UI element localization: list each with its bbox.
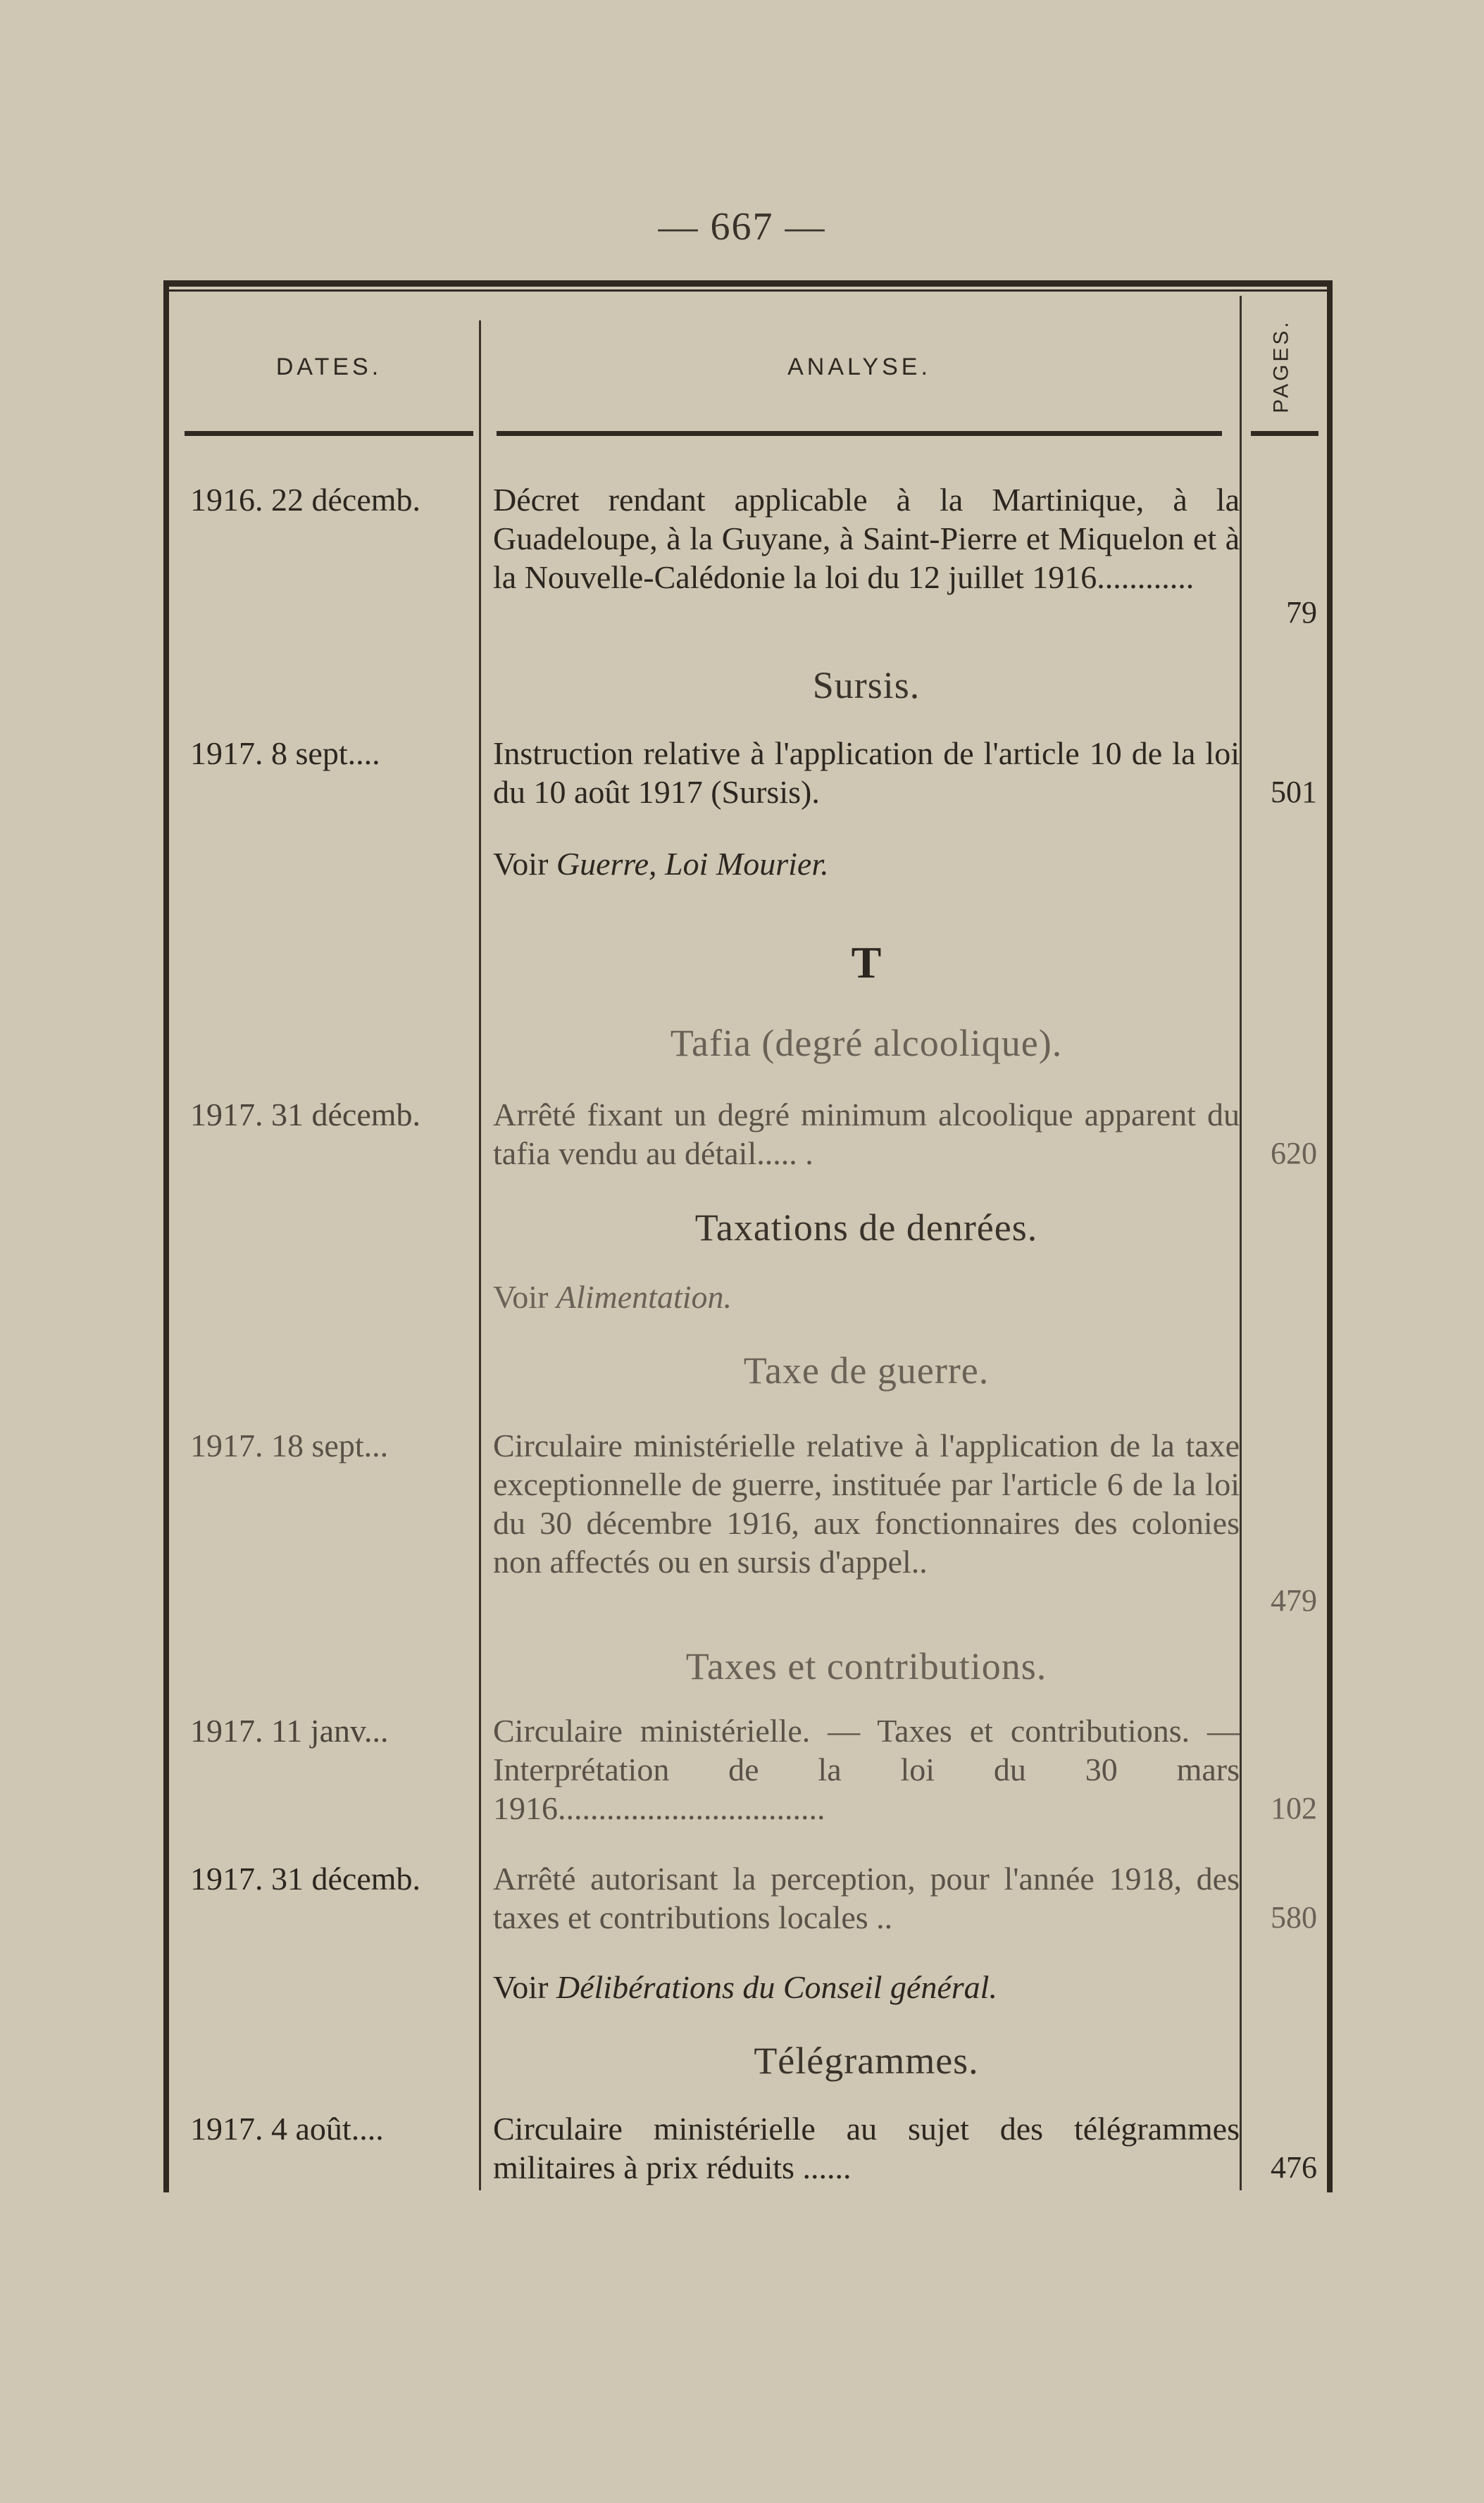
entry-analyse: Arrêté autorisant la perception, pour l'année 1918, des taxes et contributions locales .. [493,1861,1240,1935]
see-also [493,1278,1240,1316]
entry-analyse: Décret rendant applicable à la Martinique, à la Guadeloupe, à la Guyane, à Saint-Pierre et Miquelon et à la Nouvelle-Calédonie la loi du 12 juillet 1916............ [493,482,1240,595]
header-pages-label: PAGES. [1270,319,1294,413]
see-also-label: Voir [493,1969,549,2005]
section-heading: Taxations de denrées. [694,1206,1038,1249]
see-also-label: Voir [493,846,549,882]
entry-page: 580 [1271,1900,1317,1935]
header-dates: DATES. [275,354,382,380]
entry-analyse: Circulaire ministérielle au sujet des télégrammes militaires à prix réduits ...... [493,2111,1240,2185]
header-rule-dates [185,431,473,436]
entry-date: 1917. 31 décemb. [190,1097,421,1132]
section-heading: Télégrammes. [754,2040,979,2082]
see-also-ref: Alimentation. [556,1279,732,1315]
letter-heading: T [851,937,882,987]
section-heading: Tafia (degré alcoolique). [670,1022,1063,1064]
see-also-ref: Délibérations du Conseil général. [556,1969,997,2005]
section-heading: Taxes et contributions. [685,1645,1047,1687]
header-rule-analyse [497,431,1222,436]
entry-page: 479 [1271,1583,1317,1618]
entry-analyse: Arrêté fixant un degré minimum alcoolique apparent du tafia vendu au détail..... . [493,1097,1240,1171]
see-also-label: Voir [493,1279,549,1315]
entry-date: 1917. 31 décemb. [190,1861,421,1897]
entry-date: 1917. 8 sept.... [190,735,380,771]
see-also-ref: Guerre, Loi Mourier. [556,846,829,882]
section-heading: Taxe de guerre. [743,1349,990,1392]
entry-date: 1917. 11 janv... [190,1713,389,1749]
entry-date: 1916. 22 décemb. [190,482,421,518]
see-also [493,845,1240,882]
section-heading: Sursis. [812,664,921,706]
page-number: — 667 — [658,205,826,249]
entry-page: 79 [1286,595,1317,630]
column-divider-pages [1240,296,1242,2190]
entry-analyse: Circulaire ministérielle. — Taxes et contributions. — Interprétation de la loi du 30 mars 1916................................. [493,1713,1240,1826]
header-rule-pages [1251,431,1318,436]
entry-analyse: Instruction relative à l'application de l'article 10 de la loi du 10 août 1917 (Sursis). [493,735,1240,810]
entry-page: 620 [1271,1136,1317,1171]
column-divider-dates [479,320,481,2190]
header-analyse: ANALYSE. [787,354,931,380]
entry-analyse: Circulaire ministérielle relative à l'application de la taxe exceptionnelle de guerre, instituée par l'article 6 de la loi du 30 décembre 1916, aux fonctionnaires des colonies non affectés ou en sursis d'appel.. [493,1428,1240,1580]
entry-page: 102 [1271,1791,1317,1825]
entry-date: 1917. 18 sept... [190,1428,389,1463]
see-also [493,1968,1240,2006]
entry-page: 501 [1271,775,1317,809]
entry-date: 1917. 4 août.... [190,2111,384,2147]
header-pages [1261,303,1303,430]
entry-page: 476 [1271,2150,1317,2185]
